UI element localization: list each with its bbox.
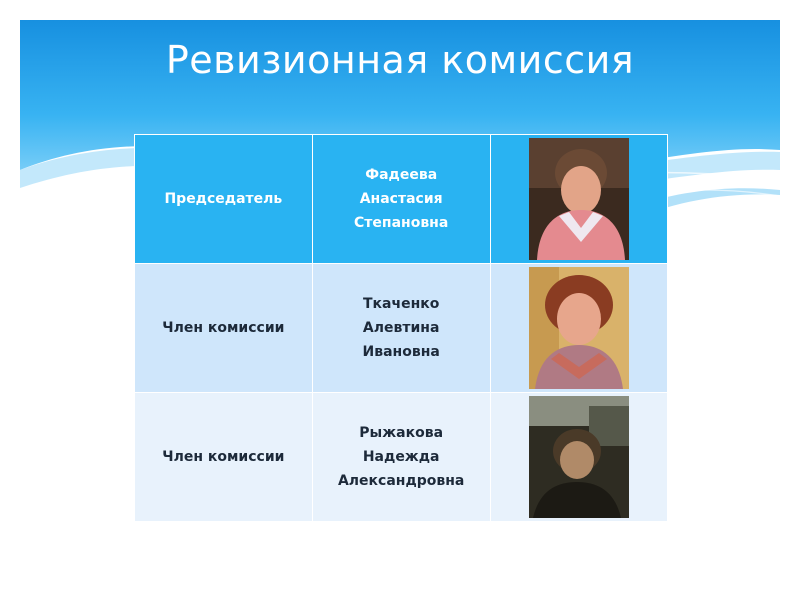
portrait-photo <box>529 267 629 389</box>
role-label: Председатель <box>164 191 283 207</box>
photo-cell <box>490 393 667 522</box>
role-cell <box>135 393 313 522</box>
name-cell <box>312 135 490 264</box>
surname: Рыжакова <box>359 425 444 441</box>
patronymic: Александровна <box>337 473 465 489</box>
role-cell <box>135 135 313 264</box>
portrait-photo <box>529 396 629 518</box>
table-row <box>135 135 668 264</box>
role-label: Член комиссии <box>162 449 285 465</box>
first-name: Анастасия <box>359 191 443 207</box>
slide-title: Ревизионная комиссия <box>165 38 635 82</box>
portrait-photo <box>529 138 629 260</box>
surname: Ткаченко <box>362 296 440 312</box>
first-name: Алевтина <box>362 320 440 336</box>
members-table <box>134 134 668 522</box>
surname: Фадеева <box>365 167 438 183</box>
role-cell <box>135 264 313 393</box>
name-cell <box>312 264 490 393</box>
patronymic: Ивановна <box>362 344 440 360</box>
role-label: Член комиссии <box>162 320 285 336</box>
table-row <box>135 393 668 522</box>
first-name: Надежда <box>362 449 440 465</box>
table-row <box>135 264 668 393</box>
slide <box>20 20 780 580</box>
photo-cell <box>490 135 667 264</box>
name-cell <box>312 393 490 522</box>
photo-cell <box>490 264 667 393</box>
patronymic: Степановна <box>354 215 449 231</box>
